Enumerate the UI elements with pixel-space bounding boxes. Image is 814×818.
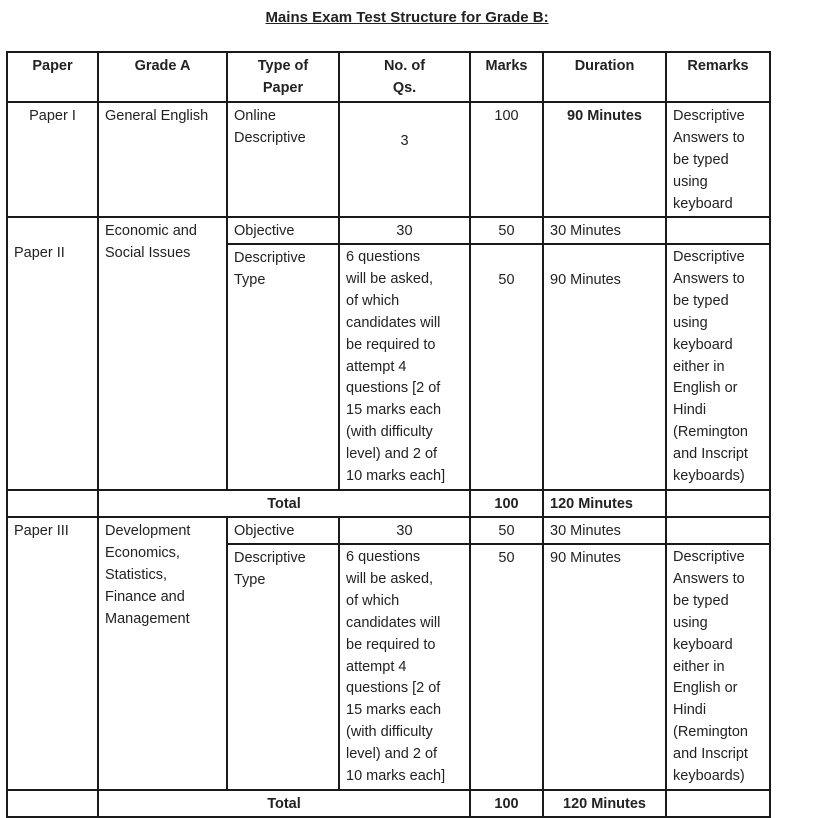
header-marks: Marks [470, 52, 543, 102]
header-grade-a: Grade A [98, 52, 227, 102]
num-questions: 6 questions will be asked, of which candidates will be required to attempt 4 questions [2 of 15 marks each (with difficulty level) and 2 of 10 marks each] [339, 244, 470, 490]
duration: 30 Minutes [543, 517, 666, 544]
num-questions: 30 [339, 517, 470, 544]
total-duration: 120 Minutes [543, 790, 666, 817]
paper-type: Online Descriptive [227, 102, 339, 217]
total-label: Total [98, 490, 470, 517]
num-questions: 6 questions will be asked, of which candidates will be required to attempt 4 questions [2 of 15 marks each (with difficulty level) and 2 of 10 marks each] [339, 544, 470, 790]
header-row [7, 52, 770, 102]
paper-name: Paper II [7, 217, 98, 490]
remarks [666, 217, 770, 244]
marks: 50 [470, 217, 543, 244]
table-row [7, 517, 770, 544]
paper-name: Paper III [7, 517, 98, 790]
empty-cell [666, 790, 770, 817]
duration: 30 Minutes [543, 217, 666, 244]
paper-subject: Development Economics, Statistics, Finance and Management [98, 517, 227, 790]
header-remarks: Remarks [666, 52, 770, 102]
paper-name: Paper I [7, 102, 98, 217]
table-row [7, 102, 770, 217]
marks: 50 [470, 544, 543, 790]
marks: 100 [470, 102, 543, 217]
marks: 50 [470, 517, 543, 544]
remarks: Descriptive Answers to be typed using keyboard either in English or Hindi (Remington and Inscript keyboards) [666, 544, 770, 790]
paper-type: Descriptive Type [227, 544, 339, 790]
total-row [7, 490, 770, 517]
num-questions: 3 [339, 102, 470, 217]
empty-cell [7, 490, 98, 517]
header-paper: Paper [7, 52, 98, 102]
remarks: Descriptive Answers to be typed using keyboard [666, 102, 770, 217]
remarks: Descriptive Answers to be typed using keyboard either in English or Hindi (Remington and Inscript keyboards) [666, 244, 770, 490]
page-title: Mains Exam Test Structure for Grade B: [265, 9, 549, 26]
header-no-of-qs: No. of Qs. [339, 52, 470, 102]
paper-type: Objective [227, 217, 339, 244]
total-marks: 100 [470, 790, 543, 817]
empty-cell [7, 790, 98, 817]
total-row [7, 790, 770, 817]
header-duration: Duration [543, 52, 666, 102]
duration: 90 Minutes [543, 102, 666, 217]
header-type-of-paper: Type of Paper [227, 52, 339, 102]
total-marks: 100 [470, 490, 543, 517]
exam-structure-table [6, 51, 771, 818]
paper-type: Descriptive Type [227, 244, 339, 490]
table-row [7, 217, 770, 244]
duration: 90 Minutes [543, 544, 666, 790]
total-duration: 120 Minutes [543, 490, 666, 517]
duration: 90 Minutes [543, 244, 666, 490]
paper-subject: Economic and Social Issues [98, 217, 227, 490]
remarks [666, 517, 770, 544]
num-questions: 30 [339, 217, 470, 244]
empty-cell [666, 490, 770, 517]
total-label: Total [98, 790, 470, 817]
marks: 50 [470, 244, 543, 490]
paper-type: Objective [227, 517, 339, 544]
paper-subject: General English [98, 102, 227, 217]
